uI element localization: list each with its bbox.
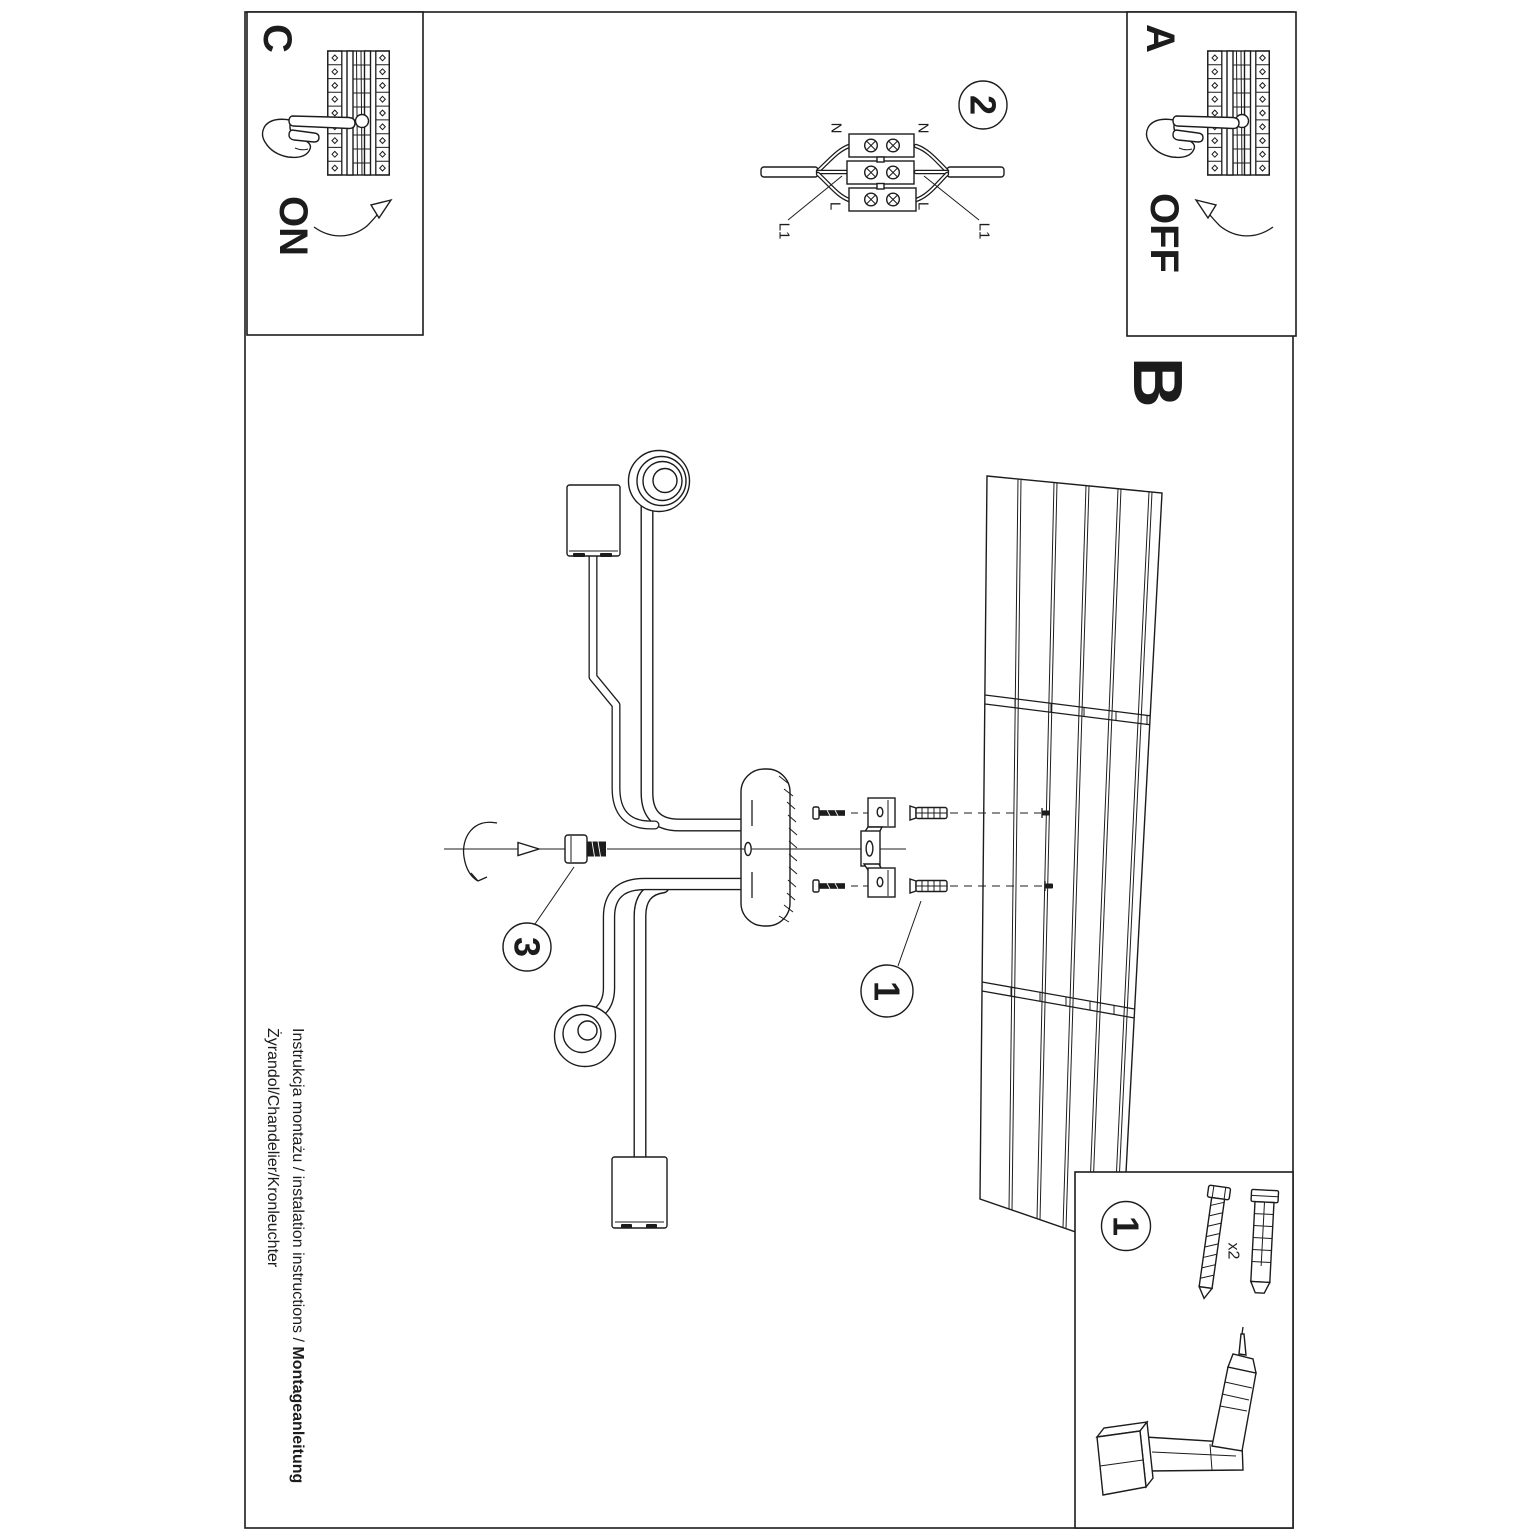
step3-number: 3 — [506, 936, 548, 958]
label-l1-left: L1 — [775, 222, 793, 240]
power-off-label: OFF — [1142, 193, 1186, 273]
step1-number: 1 — [866, 980, 908, 1002]
section-a-box — [1127, 12, 1296, 336]
cable-left — [761, 167, 818, 177]
label-live-left: L — [826, 201, 844, 211]
parts-quantity-label: x2 — [1224, 1242, 1242, 1260]
bottom-spiral-holder — [555, 1006, 616, 1067]
section-a-label: A — [1138, 24, 1182, 53]
label-neutral-right: N — [914, 122, 932, 134]
label-neutral-left: N — [827, 122, 845, 134]
section-c-label: C — [255, 24, 299, 53]
cable-right — [947, 167, 1004, 177]
label-live-right: L — [914, 201, 932, 211]
wall-plug-icon-bottom — [910, 879, 947, 893]
step2-number: 2 — [962, 94, 1004, 116]
label-l1-right: L1 — [975, 222, 993, 240]
top-lamp-socket — [567, 485, 620, 557]
footer-line2: Żyrandol/Chandelier/Kronleuchter — [264, 1028, 281, 1268]
section-c-box — [247, 12, 423, 335]
section-b-label: B — [1119, 357, 1197, 408]
parts-step-number: 1 — [1105, 1215, 1147, 1237]
footer-line1-bold: Montageanleitung — [289, 1346, 306, 1484]
top-ring-holder — [629, 451, 690, 512]
parts-box — [1075, 1172, 1293, 1528]
terminal-connector-blocks — [847, 134, 916, 211]
breaker-strip-drawing-a — [1208, 51, 1270, 175]
footer-line1-regular: Instrukcja montażu / instalation instructions / — [289, 1028, 306, 1347]
breaker-strip-drawing-c — [328, 51, 390, 175]
wall-plug-icon-top — [910, 806, 947, 820]
canopy-plate — [741, 769, 797, 926]
footer-line1 — [289, 1028, 306, 1483]
power-on-label: ON — [271, 196, 315, 256]
bottom-lamp-socket — [612, 1157, 667, 1228]
